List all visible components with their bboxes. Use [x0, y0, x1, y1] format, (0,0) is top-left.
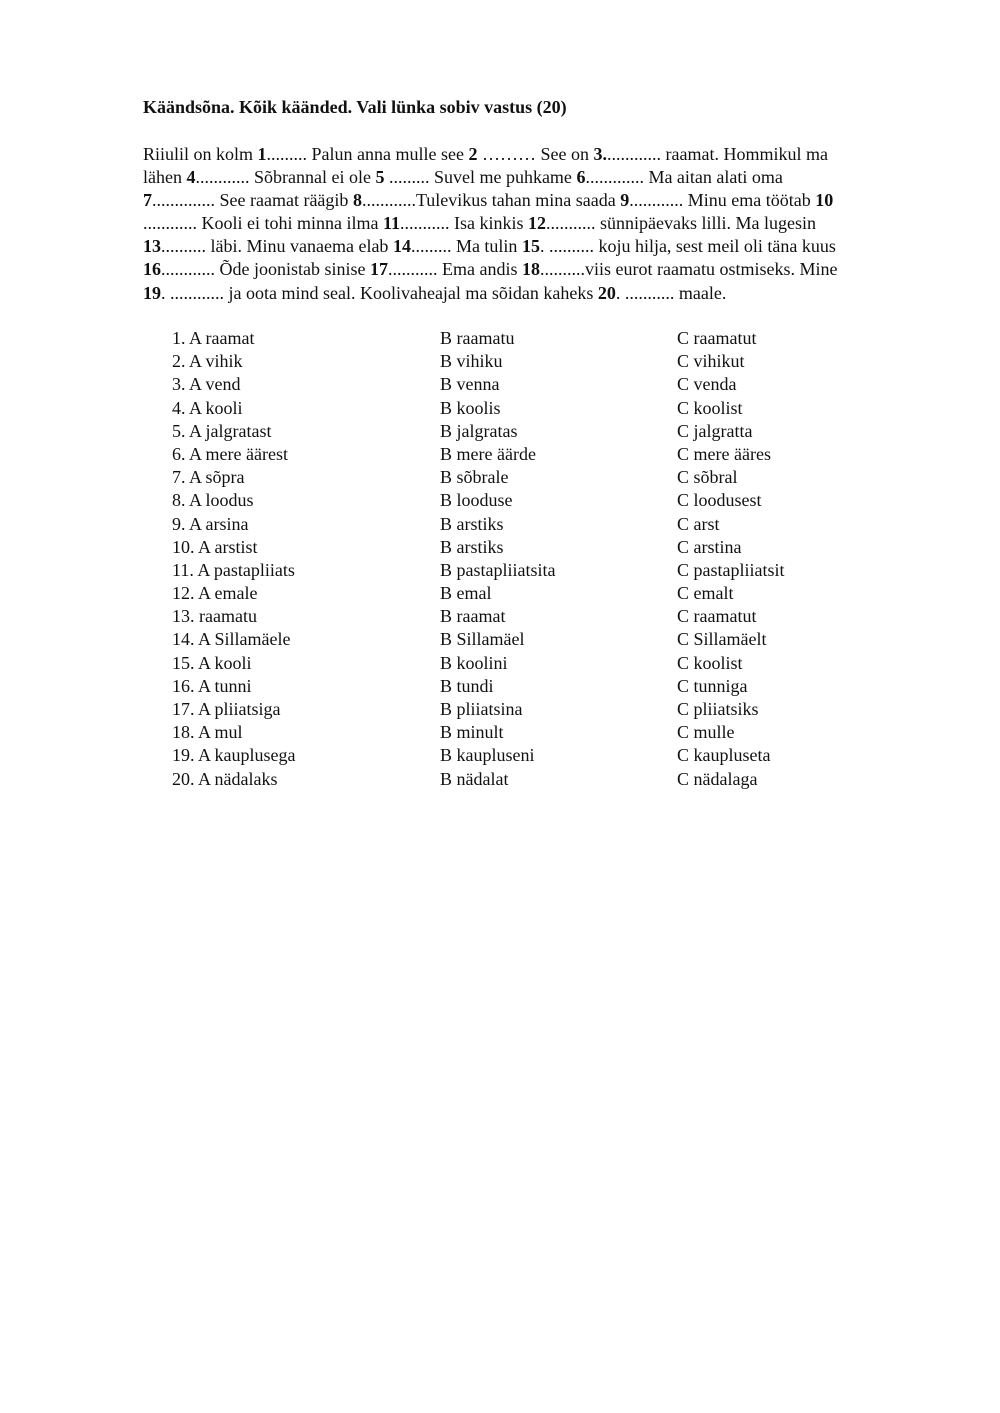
gap-number: 4 [186, 167, 196, 188]
gap-number: 11 [382, 213, 400, 234]
option-a: 13. raamatu [172, 606, 257, 627]
option-b: B emal [440, 583, 492, 604]
option-c: C vihikut [677, 351, 745, 372]
option-row [172, 373, 952, 396]
option-a: 6. A mere äärest [172, 443, 288, 464]
option-c: C tunniga [677, 675, 748, 696]
gap-number: 14 [392, 236, 411, 257]
option-b: B raamat [440, 606, 506, 627]
option-a: 8. A loodus [172, 490, 254, 511]
option-a: 15. A kooli [172, 652, 252, 673]
option-a: 5. A jalgratast [172, 420, 272, 441]
option-a: 3. A vend [172, 374, 241, 395]
paragraph-line [143, 258, 943, 281]
gap-number: 3. [593, 144, 607, 164]
option-b: B arstiks [440, 513, 504, 534]
paragraph-text: . ............ ja oota mind seal. Koolivaheajal ma sõidan kaheks [161, 282, 598, 303]
worksheet-title: Käändsõna. Kõik käänded. Vali lünka sobiv vastus (20) [143, 97, 567, 117]
option-row [172, 397, 952, 420]
gap-number: 6 [576, 167, 586, 188]
option-a: 1. A raamat [172, 328, 255, 348]
option-row [172, 489, 952, 512]
option-a: 11. A pastapliiats [172, 559, 295, 580]
option-b: B Sillamäel [440, 629, 525, 650]
option-c: C koolist [677, 397, 743, 418]
option-a: 9. A arsina [172, 513, 249, 534]
paragraph-line [143, 166, 943, 189]
option-b: B pliiatsina [440, 699, 523, 719]
option-b: B minult [440, 722, 504, 743]
gap-number: 18 [521, 259, 540, 280]
option-a: 18. A mul [172, 722, 243, 743]
option-b: B pastapliiatsita [440, 559, 556, 580]
option-b: B nädalat [440, 768, 509, 789]
paragraph-text: ............ Minu ema töötab [629, 190, 816, 211]
option-a: 7. A sõpra [172, 467, 245, 488]
paragraph-text: ............Tulevikus tahan mina saada [361, 190, 621, 211]
gap-number: 17 [370, 259, 388, 280]
option-c: C pliiatsiks [677, 699, 759, 719]
option-row [172, 327, 952, 350]
option-row [172, 652, 952, 675]
gap-number: 5 [375, 167, 385, 188]
option-b: B jalgratas [440, 420, 518, 441]
paragraph-text: ............ Kooli ei tohi minna ilma [143, 213, 383, 234]
option-row [172, 744, 952, 767]
option-row [172, 605, 952, 628]
gap-number: 15 [521, 236, 540, 257]
paragraph-text: .............. See raamat räägib [152, 190, 353, 211]
option-c: C mulle [677, 722, 735, 743]
option-row [172, 768, 952, 791]
option-c: C mere ääres [677, 443, 771, 464]
option-row [172, 420, 952, 443]
option-c: C raamatut [677, 606, 757, 627]
option-b: B looduse [440, 490, 513, 511]
paragraph-line [143, 143, 943, 166]
option-b: B raamatu [440, 328, 515, 348]
option-b: B koolis [440, 397, 501, 418]
option-c: C arst [677, 513, 720, 534]
option-row [172, 721, 952, 744]
option-a: 4. A kooli [172, 397, 243, 418]
paragraph-text: ............. Ma aitan alati oma [585, 167, 783, 188]
option-c: C koolist [677, 652, 743, 673]
option-a: 19. A kauplusega [172, 745, 296, 766]
option-c: C nädalaga [677, 768, 758, 789]
option-b: B tundi [440, 675, 494, 696]
paragraph-line [143, 282, 943, 305]
gap-number: 2 [468, 144, 478, 164]
option-c: C arstina [677, 536, 742, 557]
gap-number: 7 [143, 190, 152, 211]
option-c: C jalgratta [677, 420, 753, 441]
option-b: B vihiku [440, 351, 503, 372]
paragraph-text: . .......... koju hilja, sest meil oli täna kuus [539, 236, 836, 257]
gap-number: 19 [143, 282, 161, 303]
option-a: 17. A pliiatsiga [172, 699, 281, 719]
option-b: B arstiks [440, 536, 504, 557]
option-row [172, 350, 952, 373]
option-b: B venna [440, 374, 500, 395]
option-row [172, 559, 952, 582]
paragraph-text: ............ raamat. Hommikul ma [606, 144, 828, 164]
option-a: 10. A arstist [172, 536, 258, 557]
paragraph-text: ……… See on [477, 144, 594, 164]
option-a: 2. A vihik [172, 351, 243, 372]
paragraph-text: Riiulil on kolm [143, 144, 258, 164]
gap-number: 9 [620, 190, 630, 211]
option-row [172, 443, 952, 466]
paragraph-line [143, 189, 943, 212]
option-row [172, 628, 952, 651]
paragraph-text: .......... läbi. Minu vanaema elab [161, 236, 393, 257]
gap-number: 16 [143, 259, 161, 280]
option-row [172, 698, 952, 721]
paragraph-text: ............ Õde joonistab sinise [161, 259, 370, 280]
option-c: C pastapliiatsit [677, 559, 785, 580]
option-row [172, 466, 952, 489]
gap-number: 13 [143, 236, 161, 257]
paragraph-text: ........... Ema andis [388, 259, 522, 280]
paragraph-text: ......... Suvel me puhkame [384, 167, 577, 188]
gap-number: 12 [528, 213, 546, 234]
option-b: B koolini [440, 652, 508, 673]
gap-number: 8 [352, 190, 362, 211]
paragraph-text: ......... Ma tulin [410, 236, 522, 257]
paragraph-text: ..........viis eurot raamatu ostmiseks. Mine [539, 259, 838, 280]
option-b: B sõbrale [440, 467, 509, 488]
gap-number: 20 [597, 282, 616, 303]
option-row [172, 513, 952, 536]
option-a: 14. A Sillamäele [172, 629, 291, 650]
option-c: C loodusest [677, 490, 762, 511]
answer-options-list [172, 327, 952, 791]
option-c: C kaupluseta [677, 745, 771, 766]
paragraph-text: ......... Palun anna mulle see [266, 144, 469, 164]
option-c: C sõbral [677, 467, 738, 488]
option-b: B kaupluseni [440, 745, 535, 766]
option-a: 20. A nädalaks [172, 768, 278, 789]
paragraph-text: ........... Isa kinkis [400, 213, 528, 234]
option-c: C emalt [677, 583, 734, 604]
option-a: 12. A emale [172, 583, 258, 604]
option-row [172, 675, 952, 698]
option-c: C Sillamäelt [677, 629, 767, 650]
paragraph-text: . ........... maale. [615, 282, 727, 303]
option-c: C venda [677, 374, 737, 395]
option-row [172, 536, 952, 559]
paragraph-line [143, 235, 943, 258]
option-a: 16. A tunni [172, 675, 252, 696]
paragraph-line [143, 212, 943, 235]
gap-fill-paragraph [143, 143, 943, 305]
option-b: B mere äärde [440, 443, 536, 464]
option-c: C raamatut [677, 328, 757, 348]
paragraph-text: lähen [143, 167, 187, 188]
paragraph-text: ............ Sõbrannal ei ole [195, 167, 376, 188]
gap-number: 10 [815, 190, 834, 211]
paragraph-text: ........... sünnipäevaks lilli. Ma lugesin [546, 213, 816, 234]
option-row [172, 582, 952, 605]
gap-number: 1 [257, 144, 267, 164]
